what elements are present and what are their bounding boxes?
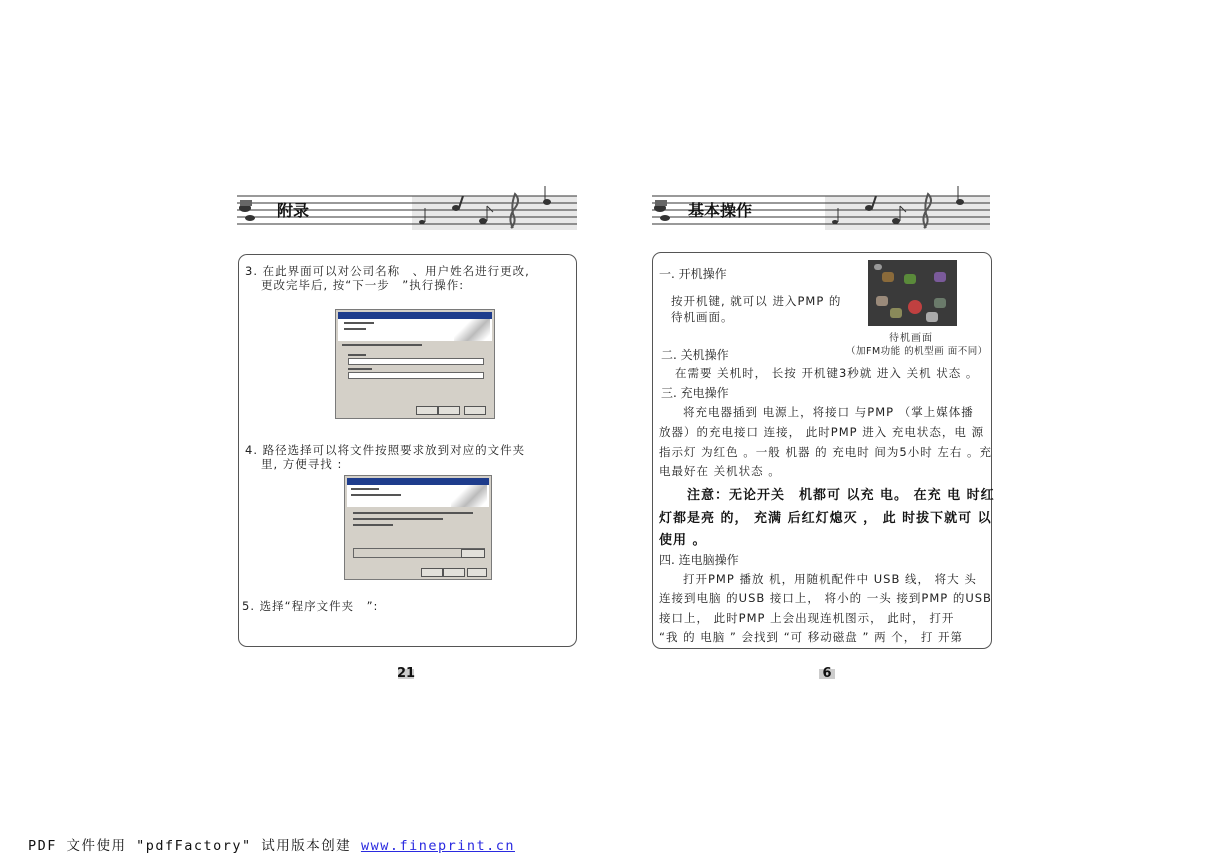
- page-number-left: [396, 666, 416, 681]
- footer-link[interactable]: www.fineprint.cn: [360, 838, 515, 854]
- header-title: 基本操作: [688, 201, 753, 220]
- section-1-body-2: 待机画面。: [671, 310, 734, 324]
- right-content-panel: [652, 252, 995, 649]
- section-3-body-4: 电最好在 关机状态 。: [659, 464, 781, 478]
- section-3-body-3: 指示灯 为红色 。一般 机器 的 充电时 间为5小时 左右 。充: [659, 445, 993, 459]
- page-number-text: 6: [822, 666, 832, 681]
- image-note: （加FM功能 的机型画 面不同）: [846, 346, 988, 357]
- section-4-body-3: 接口上， 此时PMP 上会出现连机图示， 此时， 打开: [659, 611, 955, 625]
- charging-note-line-2: 灯都是亮 的， 充满 后红灯熄灭 ， 此 时拔下就可 以: [659, 511, 992, 526]
- installer-screenshot-destination: [344, 475, 492, 580]
- section-4-title: 四. 连电脑操作: [659, 553, 739, 567]
- section-4-body-4: “我 的 电脑 ” 会找到 “可 移动磁盘 ” 两 个， 打 开第: [659, 630, 964, 644]
- section-3-title: 三. 充电操作: [661, 386, 729, 400]
- step-3-line-2: 更改完毕后, 按“下一步 ”执行操作:: [261, 278, 465, 292]
- step-4-line-2: 里, 方便寻找 :: [261, 457, 343, 471]
- section-2-title: 二. 关机操作: [661, 348, 729, 362]
- page-number-right: [817, 666, 837, 681]
- left-content-panel: [238, 254, 577, 647]
- pdf-footer: [28, 834, 515, 854]
- section-1-body-1: 按开机键, 就可以 进入PMP 的: [671, 294, 842, 308]
- page-number-text: 21: [396, 666, 416, 681]
- charging-note-line-1: 注意：无论开关 机都可 以充 电。 在充 电 时红: [687, 488, 995, 503]
- header-title: 附录: [277, 201, 310, 220]
- step-5-line-1: 5. 选择“程序文件夹 ”:: [242, 599, 379, 613]
- image-caption: 待机画面: [889, 333, 933, 344]
- section-1-title: 一. 开机操作: [659, 267, 727, 281]
- section-4-body-1: 打开PMP 播放 机，用随机配件中 USB 线， 将大 头: [683, 572, 977, 586]
- step-4-line-1: 4. 路径选择可以将文件按照要求放到对应的文件夹: [245, 443, 526, 457]
- header-banner-right: [652, 186, 990, 230]
- charging-note-line-3: 使用 。: [659, 533, 707, 548]
- standby-screen-image: [868, 260, 957, 326]
- section-3-body-1: 将充电器插到 电源上，将接口 与PMP （掌上媒体播: [683, 405, 974, 419]
- section-3-body-2: 放器）的充电接口 连接， 此时PMP 进入 充电状态，电 源: [659, 425, 985, 439]
- step-3-line-1: 3. 在此界面可以对公司名称 、用户姓名进行更改,: [245, 264, 530, 278]
- footer-text: PDF 文件使用 "pdfFactory" 试用版本创建: [28, 838, 361, 854]
- section-4-body-2: 连接到电脑 的USB 接口上， 将小的 一头 接到PMP 的USB: [659, 591, 992, 605]
- section-2-body: 在需要 关机时， 长按 开机键3秒就 进入 关机 状态 。: [675, 366, 979, 380]
- header-banner-left: [237, 186, 577, 230]
- installer-screenshot-user-info: [335, 309, 495, 419]
